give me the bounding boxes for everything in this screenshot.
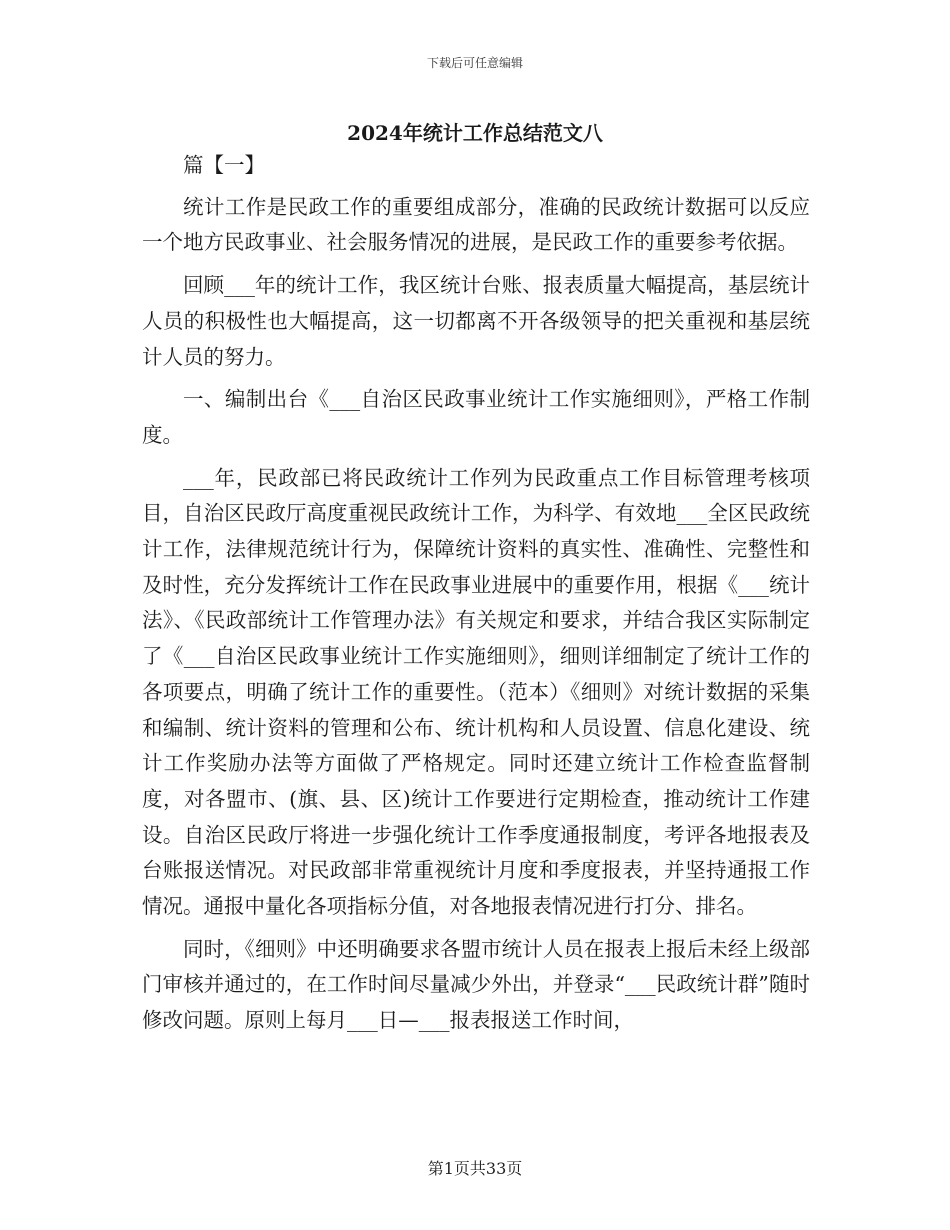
paragraph: 统计工作是民政工作的重要组成部分，准确的民政统计数据可以反应一个地方民政事业、社会服务情况的进展，是民政工作的重要参考依据。 (142, 194, 810, 255)
paragraph: 一、编制出台《___自治区民政事业统计工作实施细则》，严格工作制度。 (142, 387, 810, 447)
header-note: 下载后可任意编辑 (426, 56, 523, 70)
document-body (142, 148, 810, 1046)
paragraph: 同时，《细则》中还明确要求各盟市统计人员在报表上报后未经上级部门审核并通过的，在工作时间尽量减少外出，并登录“___民政统计群”随时修改问题。原则上每月___日—___报表报送工作时间， (142, 936, 810, 1033)
document-title: 2024年统计工作总结范文八 (347, 121, 603, 145)
page-number-footer: 第1页共33页 (427, 1159, 523, 1178)
paragraph: ___年，民政部已将民政统计工作列为民政重点工作目标管理考核项目，自治区民政厅高度重视民政统计工作，为科学、有效地___全区民政统计工作，法律规范统计行为，保障统计资料的真实性、准确性、完整性和及时性，充分发挥统计工作在民政事业进展中的重要作用，根据《___统计法》、《民政部统计工作管理办法》有关规定和要求，并结合我区实际制定了《___自治区民政事业统计工作实施细则》，细则详细制定了统计工作的各项要点，明确了统计工作的重要性。（范本）《细则》对统计数据的采集和编制、统计资料的管理和公布、统计机构和人员设置、信息化建设、统计工作奖励办法等方面做了严格规定。同时还建立统计工作检查监督制度，对各盟市、(旗、县、区)统计工作要进行定期检查，推动统计工作建设。自治区民政厅将进一步强化统计工作季度通报制度，考评各地报表及台账报送情况。对民政部非常重视统计月度和季度报表，并坚持通报工作情况。通报中量化各项指标分值，对各地报表情况进行打分、排名。 (142, 465, 810, 919)
section-label: 篇【一】 (183, 153, 265, 177)
paragraph: 回顾___年的统计工作，我区统计台账、报表质量大幅提高，基层统计人员的积极性也大幅提高，这一切都离不开各级领导的把关重视和基层统计人员的努力。 (142, 273, 810, 369)
